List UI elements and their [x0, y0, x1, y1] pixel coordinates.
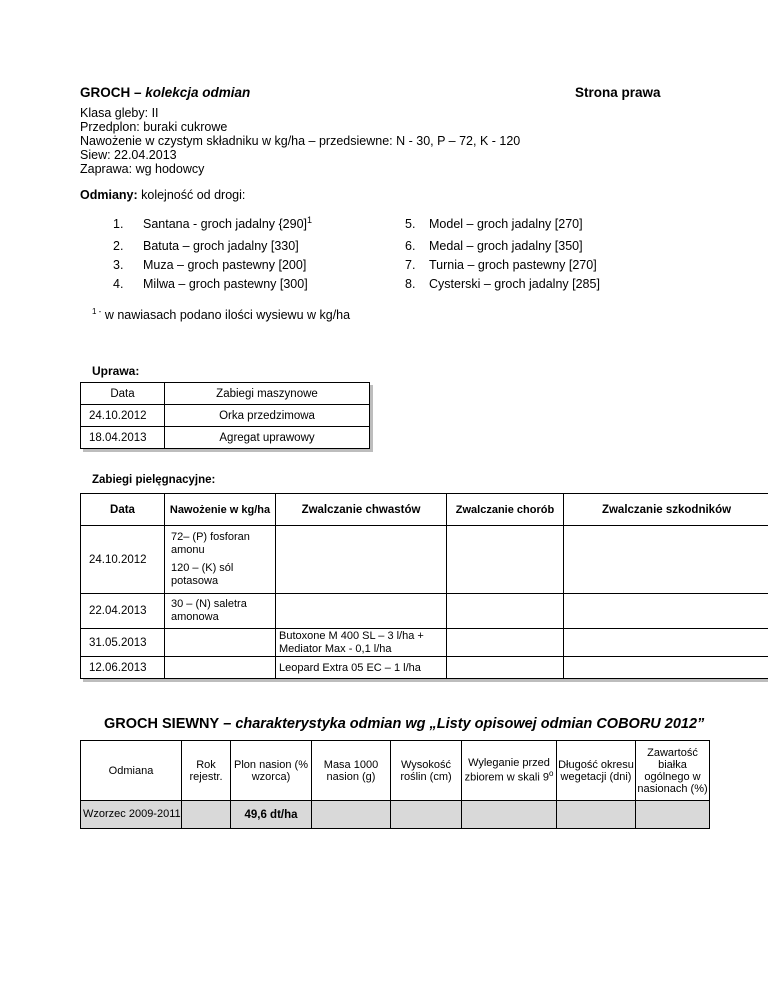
header-wyleganie — [462, 741, 557, 801]
page-side-label: Strona prawa — [575, 85, 661, 100]
cell-masa — [312, 801, 391, 829]
header-wyleganie-text: Wyleganie przed zbiorem w skali 9 — [464, 757, 550, 784]
header-rok: Rok rejestr. — [182, 741, 231, 801]
odmiany-label-rest: kolejność od drogi: — [137, 188, 246, 202]
cell-zabieg: Agregat uprawowy — [165, 427, 370, 449]
odmiana-item-7 — [405, 258, 597, 272]
cell-zabieg: Orka przedzimowa — [165, 405, 370, 427]
header-data: Data — [81, 383, 165, 405]
cell-date: 18.04.2013 — [81, 427, 165, 449]
item-text: Model – groch jadalny [270] — [429, 217, 583, 231]
info-seed-dressing: Zaprawa: wg hodowcy — [80, 162, 205, 176]
table-row — [81, 427, 370, 449]
footnote-text: w nawiasach podano ilości wysiewu w kg/ha — [101, 308, 351, 323]
footnote — [92, 307, 350, 322]
odmiany-heading — [80, 188, 245, 202]
cell-wyleganie — [462, 801, 557, 829]
cell-szkodniki — [564, 526, 768, 594]
cell-wysokosc — [391, 801, 462, 829]
table-row — [81, 594, 768, 629]
odmiana-item-5 — [405, 217, 583, 231]
item-text: Cysterski – groch jadalny [285] — [429, 277, 600, 291]
info-previous-crop: Przedplon: buraki cukrowe — [80, 120, 228, 134]
header-nawozenie: Nawożenie w kg/ha — [165, 494, 276, 526]
uprawa-table — [80, 382, 370, 449]
item-number: 3. — [113, 258, 124, 272]
header-zabiegi: Zabiegi maszynowe — [165, 383, 370, 405]
title-plain: GROCH SIEWNY — [104, 716, 220, 732]
header-szkodniki: Zwalczanie szkodników — [564, 494, 768, 526]
item-text: Milwa – groch pastewny [300] — [143, 277, 308, 291]
footnote-mark: 1 - — [92, 307, 102, 316]
cell-date: 24.10.2012 — [81, 526, 165, 594]
nawozenie-line: 72– (P) fosforan amonu — [171, 531, 250, 556]
cell-choroby — [447, 629, 564, 657]
header-wysokosc: Wysokość roślin (cm) — [391, 741, 462, 801]
table-header-row — [81, 741, 710, 801]
cell-date: 12.06.2013 — [81, 657, 165, 679]
odmiany-label: Odmiany: — [80, 188, 138, 202]
header-choroby: Zwalczanie chorób — [447, 494, 564, 526]
cell-szkodniki — [564, 594, 768, 629]
uprawa-label: Uprawa: — [92, 364, 140, 378]
header-dlugosc: Długość okresu wegetacji (dni) — [557, 741, 636, 801]
item-number: 4. — [113, 277, 124, 291]
table-header-row — [81, 494, 768, 526]
title-italic: – charakterystyka odmian wg „Listy opisowej odmian COBORU 2012” — [219, 716, 705, 732]
table-row — [81, 657, 768, 679]
cell-chwasty — [276, 526, 447, 594]
item-text: Medal – groch jadalny [350] — [429, 239, 583, 253]
item-number: 5. — [405, 217, 416, 231]
cell-bialko — [636, 801, 710, 829]
table-row — [81, 629, 768, 657]
item-number: 6. — [405, 239, 416, 253]
table-row — [81, 801, 710, 829]
pielegnacyjne-label: Zabiegi pielęgnacyjne: — [92, 474, 216, 486]
cell-chwasty — [276, 594, 447, 629]
cell-choroby — [447, 594, 564, 629]
cell-szkodniki — [564, 629, 768, 657]
cell-chwasty: Butoxone M 400 SL – 3 l/ha + Mediator Max - 0,1 l/ha — [276, 629, 447, 657]
cell-nawozenie — [165, 526, 276, 594]
cell-szkodniki — [564, 657, 768, 679]
cell-nawozenie — [165, 657, 276, 679]
cell-plon: 49,6 dt/ha — [231, 801, 312, 829]
info-soil-class: Klasa gleby: II — [80, 106, 159, 120]
header-plon: Plon nasion (% wzorca) — [231, 741, 312, 801]
cell-date: 22.04.2013 — [81, 594, 165, 629]
cell-choroby — [447, 657, 564, 679]
odmiana-item-2 — [113, 239, 299, 253]
charakterystyka-table — [80, 740, 710, 829]
cell-dlugosc — [557, 801, 636, 829]
info-fertilization: Nawożenie w czystym składniku w kg/ha – przedsiewne: N - 30, P – 72, K - 120 — [80, 134, 521, 148]
item-text: Batuta – groch jadalny [330] — [143, 239, 299, 253]
cell-rok — [182, 801, 231, 829]
cell-date: 31.05.2013 — [81, 629, 165, 657]
cell-nawozenie: 30 – (N) saletra amonowa — [165, 594, 276, 629]
info-sowing-date: Siew: 22.04.2013 — [80, 148, 177, 162]
odmiana-item-1 — [113, 215, 312, 231]
odmiana-item-8 — [405, 277, 600, 291]
item-number: 8. — [405, 277, 416, 291]
title-main: GROCH – — [80, 85, 146, 100]
title-italic: kolekcja odmian — [145, 85, 251, 100]
odmiana-item-3 — [113, 258, 306, 272]
header-chwasty: Zwalczanie chwastów — [276, 494, 447, 526]
item-text: Turnia – groch pastewny [270] — [429, 258, 597, 272]
cell-date: 24.10.2012 — [81, 405, 165, 427]
pielegnacyjne-table — [80, 493, 768, 679]
page-title — [80, 85, 250, 100]
odmiana-item-4 — [113, 277, 308, 291]
header-data: Data — [81, 494, 165, 526]
header-masa: Masa 1000 nasion (g) — [312, 741, 391, 801]
table-header-row — [81, 383, 370, 405]
item-text: Santana - groch jadalny {290] — [143, 217, 308, 232]
nawozenie-line: 120 – (K) sól potasowa — [171, 562, 234, 587]
cell-chwasty: Leopard Extra 05 EC – 1 l/ha — [276, 657, 447, 679]
charakterystyka-title — [104, 716, 704, 732]
degree-mark: o — [548, 769, 554, 779]
item-text: Muza – groch pastewny [200] — [143, 258, 307, 272]
item-number: 1. — [113, 217, 124, 232]
cell-odmiana: Wzorzec 2009-2011 — [81, 801, 182, 829]
odmiana-item-6 — [405, 239, 583, 253]
item-number: 7. — [405, 258, 416, 272]
cell-choroby — [447, 526, 564, 594]
item-number: 2. — [113, 239, 124, 253]
header-bialko: Zawartość białka ogólnego w nasionach (%) — [636, 741, 710, 801]
table-row — [81, 526, 768, 594]
cell-nawozenie — [165, 629, 276, 657]
footnote-ref: 1 — [307, 215, 313, 225]
header-odmiana: Odmiana — [81, 741, 182, 801]
table-row — [81, 405, 370, 427]
